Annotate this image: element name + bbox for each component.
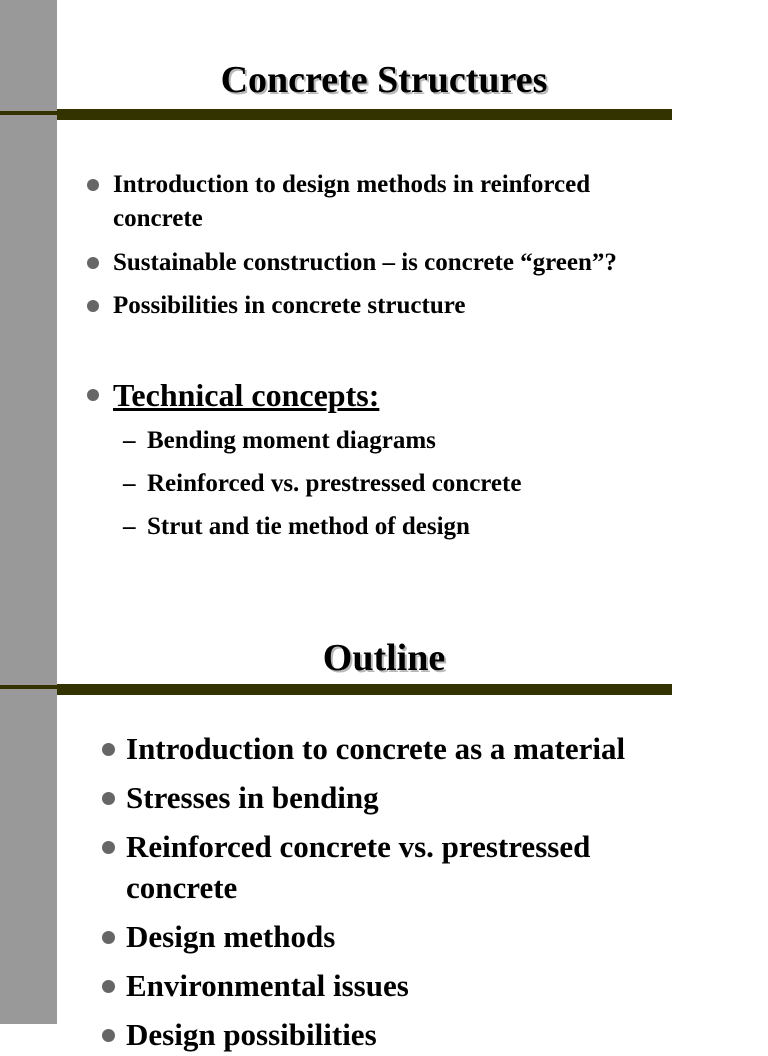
bullet-item [0, 246, 768, 280]
bullet-item [0, 1014, 768, 1056]
sub-item-text: Strut and tie method of design [147, 513, 470, 540]
slide-outline [0, 580, 768, 1052]
bullet-item [0, 289, 768, 323]
dash-marker: – [123, 470, 136, 497]
bullet-text: Possibilities in concrete structure [113, 292, 466, 319]
bullet-dot-icon [87, 389, 99, 401]
title-rule [57, 684, 672, 695]
title-rule-left [0, 685, 57, 689]
bullet-text: Reinforced concrete vs. prestressed [126, 829, 591, 864]
sub-item [0, 467, 768, 501]
bullet-dot-icon [102, 743, 115, 756]
bullet-item [0, 826, 768, 910]
dash-marker: – [123, 513, 136, 540]
technical-concepts-heading: Technical concepts: [113, 377, 380, 413]
bullet-text-continued: concrete [126, 870, 238, 905]
bullet-text: Design possibilities [126, 1017, 377, 1052]
bullet-text: Environmental issues [126, 968, 409, 1003]
sub-item-text: Reinforced vs. prestressed concrete [147, 470, 522, 497]
sub-item-text: Bending moment diagrams [147, 427, 436, 454]
bullet-item [0, 965, 768, 1007]
bullet-text: Introduction to concrete as a material [126, 731, 626, 766]
bullet-dot-icon [102, 1029, 115, 1042]
bullet-dot-icon [102, 841, 115, 854]
title-rule-left [0, 111, 57, 115]
bullet-text-continued: concrete [113, 205, 203, 232]
sub-item [0, 510, 768, 544]
bullet-text: Sustainable construction – is concrete “green”? [113, 249, 617, 276]
bullet-item [0, 168, 768, 238]
slide-title: Outline [322, 637, 446, 679]
bullet-dot-icon [87, 257, 99, 269]
bullet-item [0, 916, 768, 958]
bullet-text: Stresses in bending [126, 780, 379, 815]
bullet-text: Introduction to design methods in reinforced [113, 171, 591, 198]
bullet-dot-icon [102, 931, 115, 944]
bullet-dot-icon [102, 792, 115, 805]
dash-marker: – [123, 427, 136, 454]
bullet-item-technical [0, 378, 768, 412]
sub-item [0, 424, 768, 458]
title-rule [57, 109, 672, 120]
bullet-text: Design methods [126, 919, 336, 954]
bullet-dot-icon [87, 300, 99, 312]
bullet-dot-icon [102, 980, 115, 993]
slide-title: Concrete Structures [220, 59, 548, 101]
bullet-item [0, 728, 768, 770]
bullet-dot-icon [87, 179, 99, 191]
bullet-item [0, 777, 768, 819]
